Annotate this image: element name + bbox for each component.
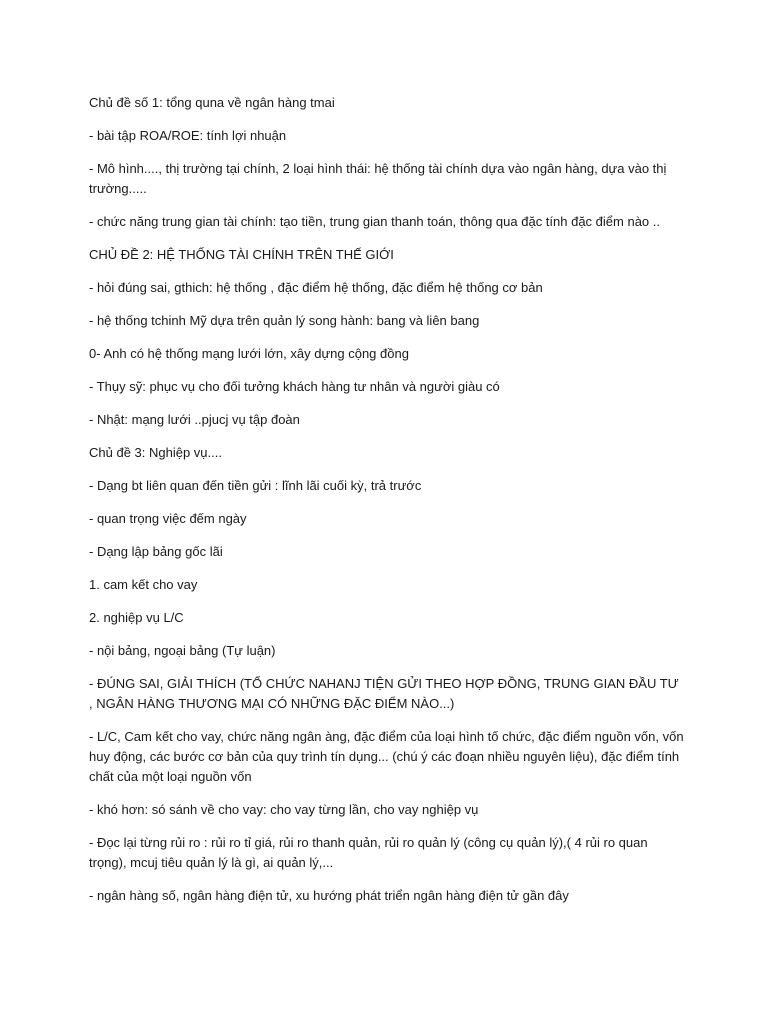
list-item: - Đọc lại từng rủi ro : rủi ro tỉ giá, rủi ro thanh quản, rủi ro quản lý (công cụ quản lý),( 4 rủi ro quan trọng), mcuj tiêu quản lý là gì, ai quản lý,... <box>89 835 648 870</box>
document-body <box>89 93 684 919</box>
list-item: - Thụy sỹ: phục vụ cho đối tưởng khách hàng tư nhân và người giàu có <box>89 379 500 394</box>
list-item: - ngân hàng số, ngân hàng điện tử, xu hướng phát triển ngân hàng điện tử gần đây <box>89 888 569 903</box>
list-item: - hệ thống tchinh Mỹ dựa trên quản lý song hành: bang và liên bang <box>89 313 480 328</box>
list-item: - bài tập ROA/ROE: tính lợi nhuận <box>89 128 287 143</box>
list-item: - L/C, Cam kết cho vay, chức năng ngân àng, đặc điểm của loại hình tố chức, đặc điểm nguồn vốn, vốn huy động, các bước cơ bản của quy trình tín dụng... (chú ý các đoạn nhiều nguyên liệu), đặc điểm tính chất của một loại nguồn vốn <box>89 729 684 784</box>
list-item: - chức năng trung gian tài chính: tạo tiền, trung gian thanh toán, thông qua đặc tính đặc điểm nào .. <box>89 214 660 229</box>
list-item: - quan trọng việc đếm ngày <box>89 511 247 526</box>
list-item: - Nhật: mạng lưới ..pjucj vụ tập đoàn <box>89 412 300 427</box>
heading-topic-3: Chủ đề 3: Nghiệp vụ.... <box>89 445 222 460</box>
numbered-item: 1. cam kết cho vay <box>89 577 198 592</box>
heading-topic-1: Chủ đề số 1: tổng quna về ngân hàng tmai <box>89 95 335 110</box>
numbered-item: 2. nghiệp vụ L/C <box>89 610 184 625</box>
list-item: - ĐÚNG SAI, GIẢI THÍCH (TỔ CHỨC NAHANJ TIỆN GỬI THEO HỢP ĐỒNG, TRUNG GIAN ĐẦU TƯ , NGÂN HÀNG THƯƠNG MẠI CÓ NHỮNG ĐẶC ĐIỂM NÀO...) <box>89 676 679 711</box>
list-item: - hỏi đúng sai, gthich: hệ thống , đặc điểm hệ thống, đặc điểm hệ thống cơ bản <box>89 280 543 295</box>
heading-topic-2: CHỦ ĐỀ 2: HỆ THỐNG TÀI CHÍNH TRÊN THẾ GIỚI <box>89 247 394 262</box>
list-item: - Dạng bt liên quan đến tiền gửi : lĩnh lãi cuối kỳ, trả trước <box>89 478 422 493</box>
list-item: - khó hơn: só sánh về cho vay: cho vay từng lần, cho vay nghiệp vụ <box>89 802 479 817</box>
list-item: - Dạng lập bảng gốc lãi <box>89 544 223 559</box>
list-item: 0- Anh có hệ thống mạng lưới lớn, xây dựng cộng đồng <box>89 346 409 361</box>
list-item: - Mô hình...., thị trường tại chính, 2 loại hình thái: hệ thống tài chính dựa vào ngân hàng, dựa vào thị trường..... <box>89 161 667 196</box>
list-item: - nội bảng, ngoại bảng (Tự luận) <box>89 643 276 658</box>
